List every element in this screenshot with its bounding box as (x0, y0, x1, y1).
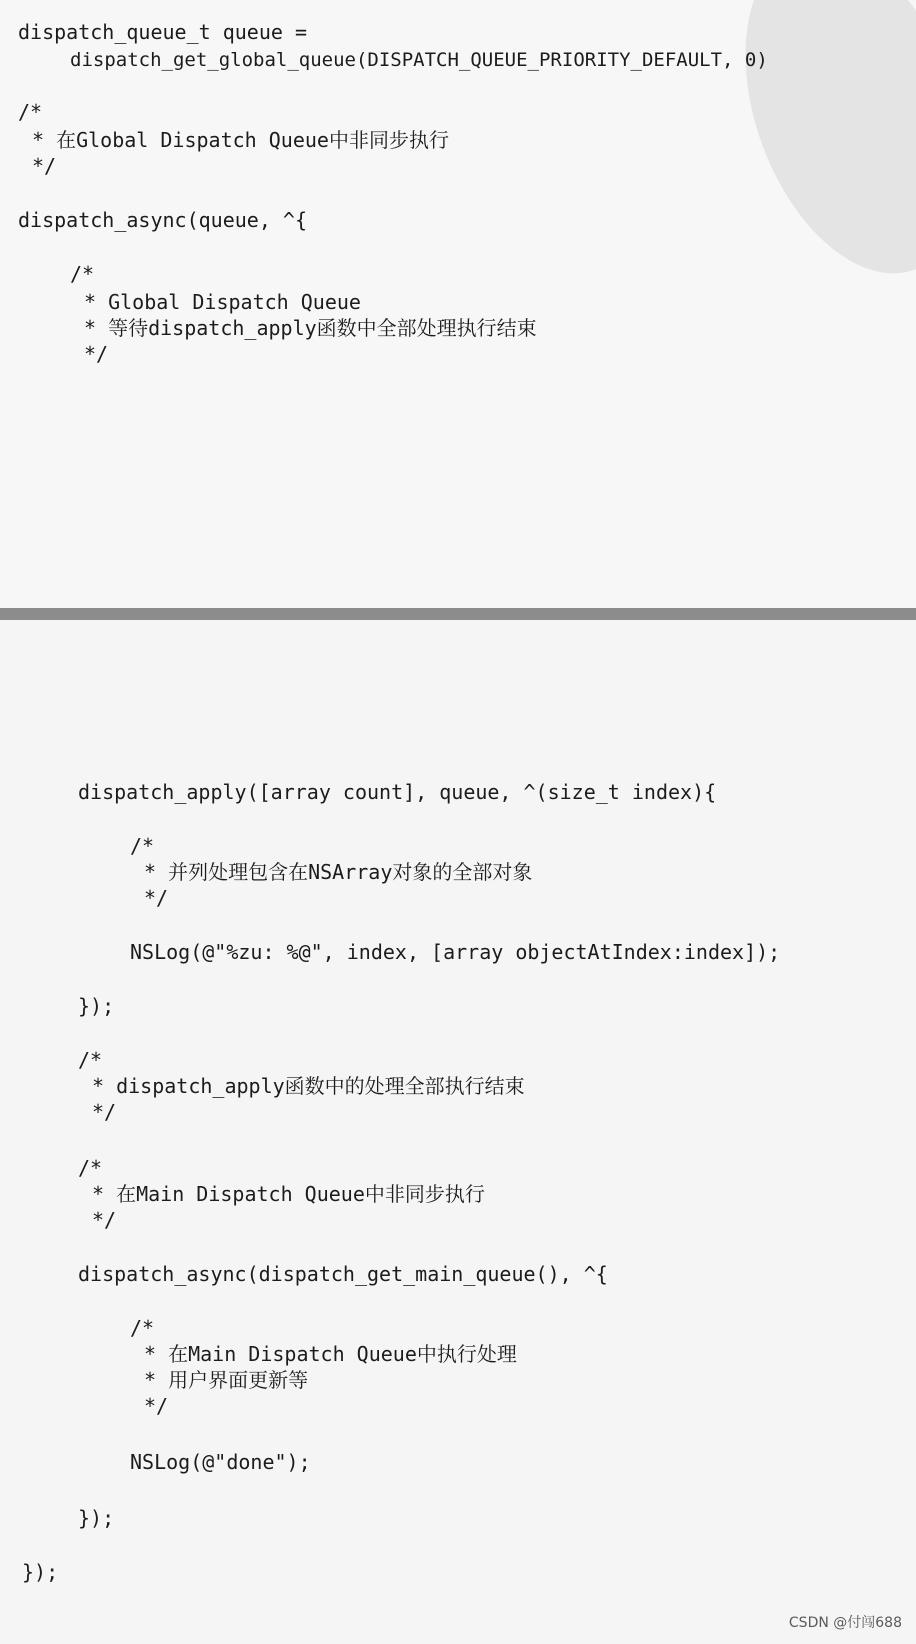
code-line: dispatch_get_global_queue(DISPATCH_QUEUE_PRIORITY_DEFAULT, 0) (70, 49, 768, 71)
code-comment: /* (18, 100, 43, 124)
watermark-credit: CSDN @付闯688 (788, 1615, 902, 1631)
code-comment: /* (78, 1048, 103, 1072)
code-line: }); (22, 1560, 59, 1584)
code-comment: */ (92, 1100, 117, 1124)
code-comment: /* (70, 262, 95, 286)
code-comment: * Global Dispatch Queue (84, 290, 361, 314)
code-comment: */ (32, 154, 57, 178)
code-comment: * 在Main Dispatch Queue中执行处理 (144, 1342, 517, 1366)
code-line: NSLog(@"%zu: %@", index, [array objectAtIndex:index]); (130, 940, 781, 964)
code-line: dispatch_async(dispatch_get_main_queue(), ^{ (78, 1262, 608, 1286)
background-mark (704, 0, 916, 304)
code-line: NSLog(@"done"); (130, 1450, 311, 1474)
code-comment: /* (130, 834, 155, 858)
code-comment: */ (92, 1208, 117, 1232)
code-comment: /* (130, 1316, 155, 1340)
code-comment: */ (144, 1394, 169, 1418)
code-comment: * 并列处理包含在NSArray对象的全部对象 (144, 860, 533, 884)
bottom-code-panel (0, 620, 916, 1644)
code-comment: /* (78, 1156, 103, 1180)
code-line: dispatch_async(queue, ^{ (18, 208, 307, 232)
code-line: dispatch_apply([array count], queue, ^(size_t index){ (78, 780, 717, 804)
code-comment: * 在Global Dispatch Queue中非同步执行 (32, 128, 449, 152)
code-line: }); (78, 994, 115, 1018)
code-line: dispatch_queue_t queue = (18, 20, 307, 44)
top-code-panel (0, 0, 916, 608)
code-line: }); (78, 1506, 115, 1530)
code-comment: * dispatch_apply函数中的处理全部执行结束 (92, 1074, 525, 1098)
panel-divider (0, 608, 916, 620)
code-comment: * 等待dispatch_apply函数中全部处理执行结束 (84, 316, 537, 340)
code-comment: * 用户界面更新等 (144, 1368, 309, 1392)
code-comment: */ (84, 342, 109, 366)
code-comment: */ (144, 886, 169, 910)
code-comment: * 在Main Dispatch Queue中非同步执行 (92, 1182, 485, 1206)
